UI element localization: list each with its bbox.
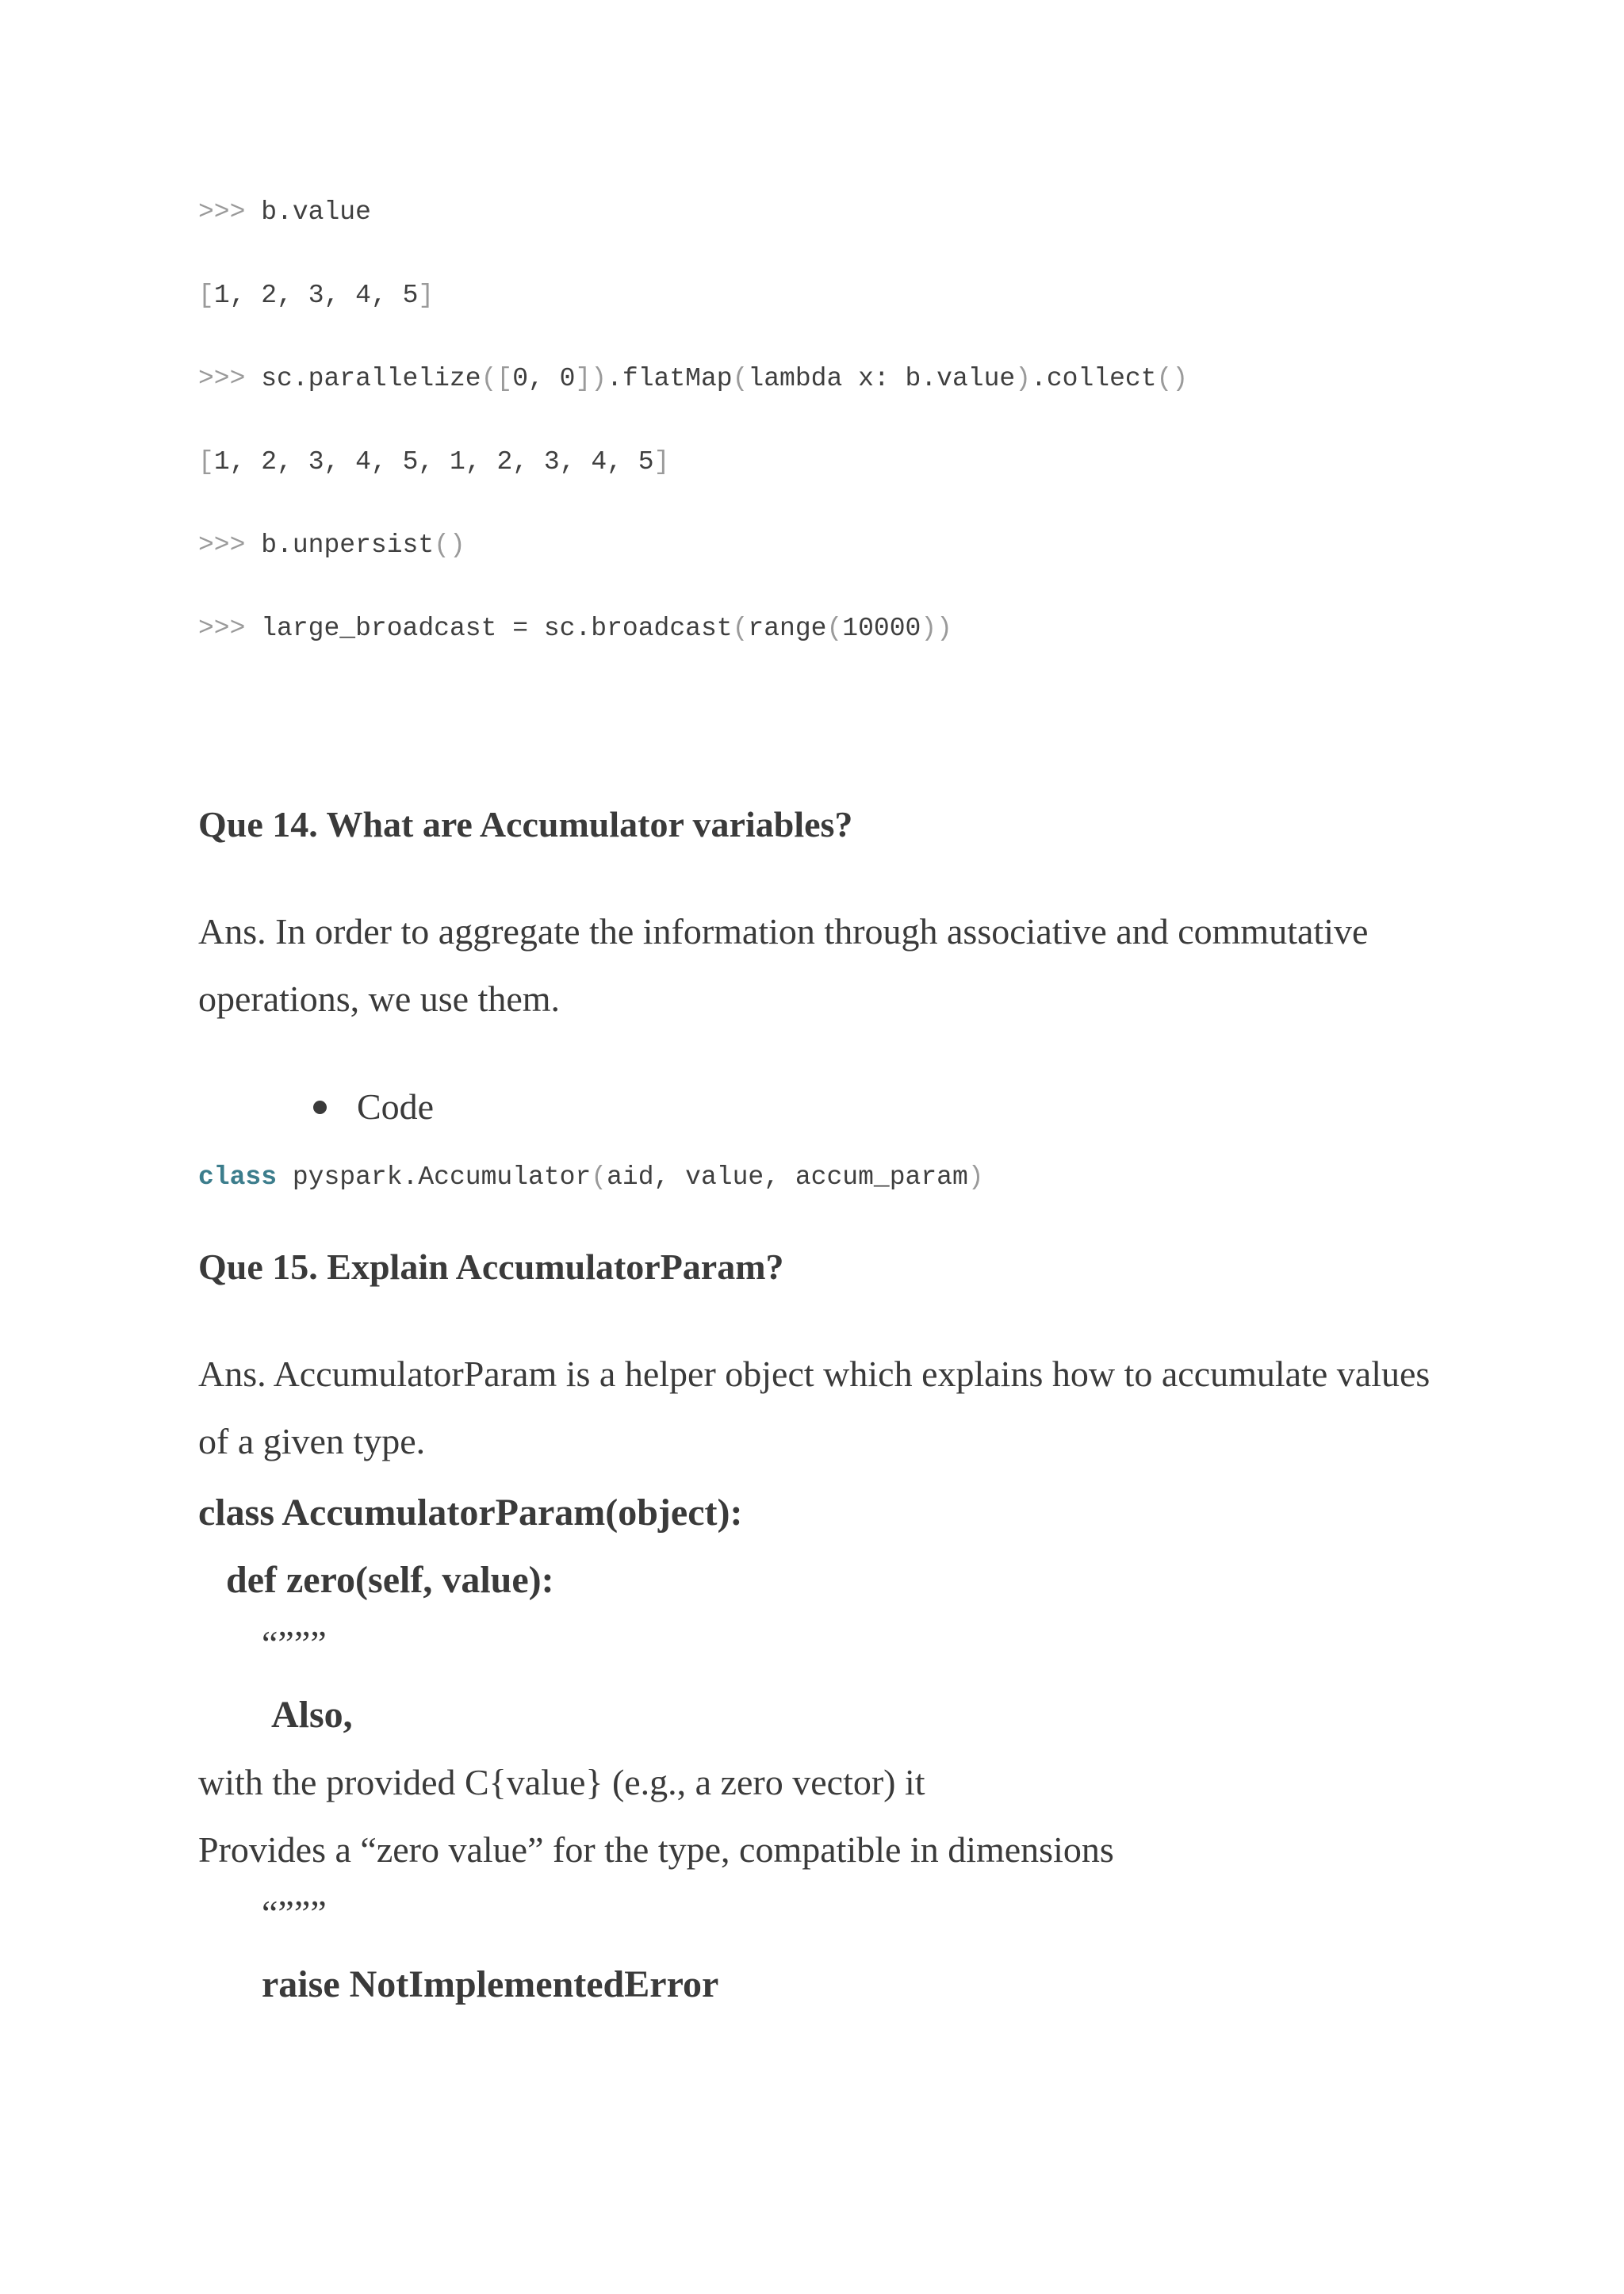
- q15-heading: Que 15. Explain AccumulatorParam?: [198, 1247, 784, 1287]
- code-text: b.value: [261, 197, 371, 227]
- docstring-close: “”””: [262, 1893, 327, 1933]
- provides-line: Provides a “zero value” for the type, compatible in dimensions: [198, 1829, 1114, 1870]
- bullet-icon: [313, 1101, 327, 1114]
- code-line-6: [198, 613, 952, 645]
- with-provided-line: with the provided C{value} (e.g., a zero vector) it: [198, 1762, 925, 1802]
- code-line-4: [198, 446, 669, 478]
- docstring-open: “”””: [262, 1623, 327, 1664]
- def-zero-line: def zero(self, value):: [226, 1559, 554, 1601]
- code-text: pyspark.Accumulator(aid, value, accum_param): [292, 1162, 984, 1192]
- q14-answer: Ans. In order to aggregate the information through associative and commutative operations, we use them.: [198, 911, 1369, 1019]
- q14-code-line: [198, 1162, 984, 1193]
- code-line-5: [198, 530, 465, 561]
- code-keyword: class: [198, 1162, 278, 1192]
- bullet-label: Code: [357, 1086, 435, 1127]
- code-output: [1, 2, 3, 4, 5]: [198, 281, 435, 310]
- code-line-2: [198, 280, 434, 312]
- code-line-1: [198, 197, 371, 228]
- q14-bullet-item: [313, 1085, 434, 1129]
- code-text: large_broadcast = sc.broadcast(range(10000)): [261, 614, 952, 643]
- raise-line: raise NotImplementedError: [262, 1963, 719, 2005]
- code-text: b.unpersist(): [261, 530, 465, 560]
- also-line: Also,: [271, 1694, 353, 1736]
- prompt: >>>: [198, 197, 262, 227]
- q15-answer: Ans. AccumulatorParam is a helper object which explains how to accumulate values of a given type.: [198, 1354, 1431, 1461]
- code-line-3: [198, 363, 1188, 395]
- code-output: [1, 2, 3, 4, 5, 1, 2, 3, 4, 5]: [198, 447, 670, 477]
- q14-heading: Que 14. What are Accumulator variables?: [198, 804, 853, 844]
- class-definition-line: class AccumulatorParam(object):: [198, 1492, 743, 1534]
- prompt: >>>: [198, 530, 262, 560]
- code-text: sc.parallelize([0, 0]).flatMap(lambda x: b.value).collect(): [261, 364, 1189, 393]
- prompt: >>>: [198, 614, 262, 643]
- prompt: >>>: [198, 364, 262, 393]
